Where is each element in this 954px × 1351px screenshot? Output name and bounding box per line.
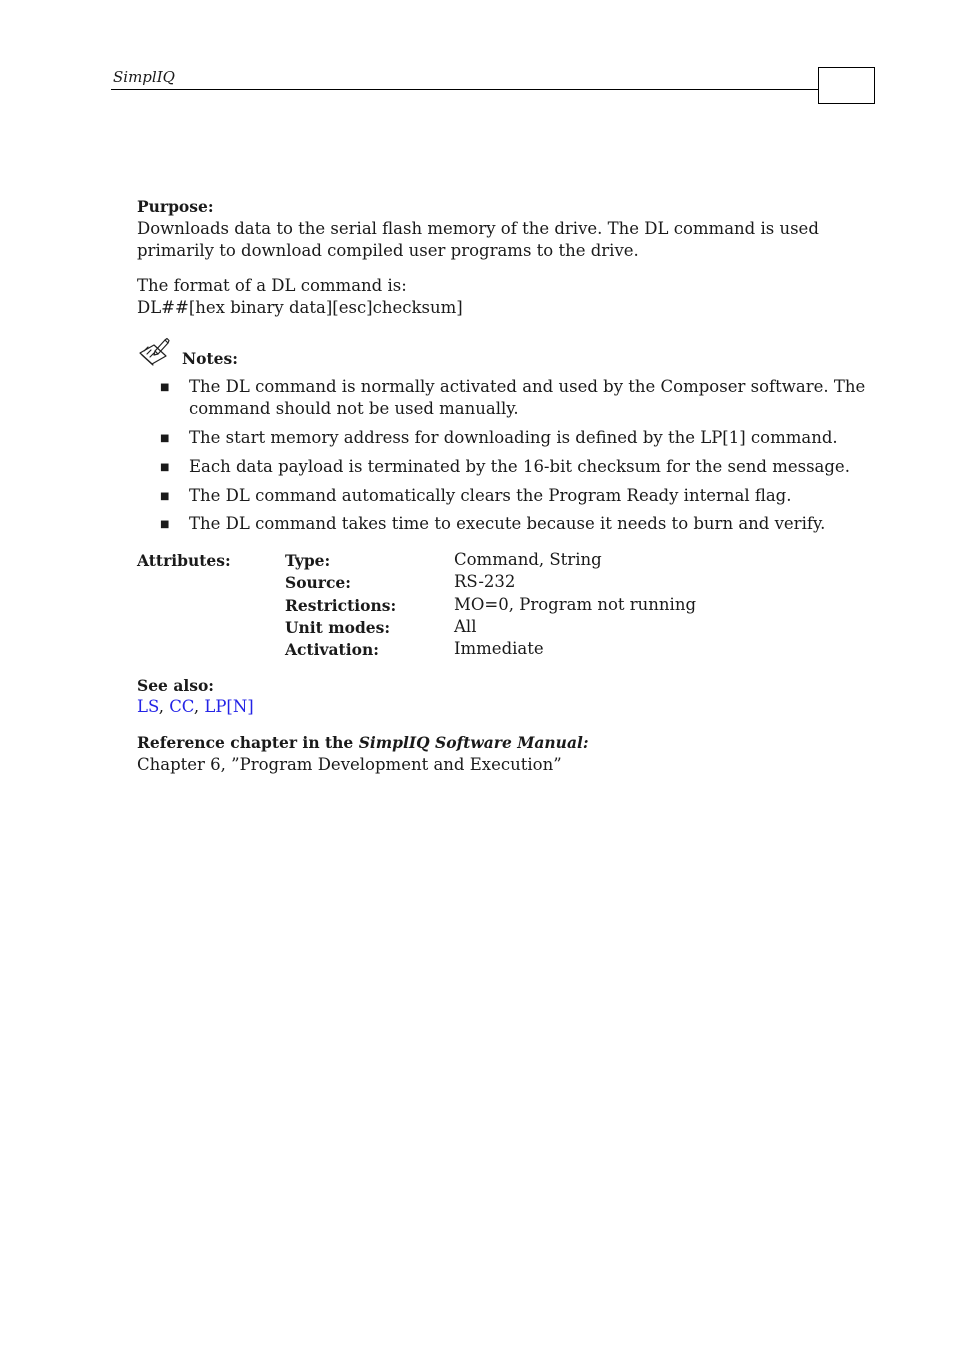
bullet-marker: ■: [160, 491, 170, 502]
purpose-text-line-1: Downloads data to the serial flash memory of the drive. The DL command is used: [137, 219, 819, 238]
attribute-value-source: RS-232: [454, 572, 516, 591]
link-separator: ,: [158, 697, 170, 716]
page-number-box: [818, 67, 875, 104]
bullet-marker: ■: [160, 462, 170, 473]
notes-label: Notes:: [182, 349, 238, 368]
attribute-value-type: Command, String: [454, 550, 602, 569]
reference-label-prefix: Reference chapter in the: [137, 733, 359, 752]
see-also-link-ls[interactable]: LS: [137, 697, 159, 716]
reference-chapter: Chapter 6, ”Program Development and Execution”: [137, 755, 562, 774]
note-item-5: The DL command takes time to execute because it needs to burn and verify.: [189, 514, 826, 533]
attribute-key-type: Type:: [285, 551, 331, 570]
attribute-key-restrictions: Restrictions:: [285, 596, 397, 615]
notepad-pencil-icon: [138, 337, 170, 367]
see-also-links: [137, 696, 254, 718]
note-item-1-line-1: The DL command is normally activated and used by the Composer software. The: [189, 377, 866, 396]
bullet-marker: ■: [160, 519, 170, 530]
attribute-value-unit-modes: All: [454, 617, 477, 636]
purpose-label: Purpose:: [137, 197, 214, 216]
note-item-3: Each data payload is terminated by the 16-bit checksum for the send message.: [189, 457, 850, 476]
attribute-key-source: Source:: [285, 573, 351, 592]
attribute-value-activation: Immediate: [454, 639, 544, 658]
format-syntax: DL##[hex binary data][esc]checksum]: [137, 298, 463, 317]
running-header-title: SimplIQ: [113, 68, 175, 86]
purpose-text-line-2: primarily to download compiled user programs to the drive.: [137, 241, 639, 260]
bullet-marker: ■: [160, 433, 170, 444]
attributes-label: Attributes:: [137, 551, 231, 570]
see-also-link-lp-n[interactable]: LP[N]: [204, 697, 254, 716]
bullet-marker: ■: [160, 382, 170, 393]
note-item-1-line-2: command should not be used manually.: [189, 399, 519, 418]
note-item-4: The DL command automatically clears the Program Ready internal flag.: [189, 486, 792, 505]
link-separator: ,: [193, 697, 205, 716]
format-intro: The format of a DL command is:: [137, 276, 407, 295]
attribute-value-restrictions: MO=0, Program not running: [454, 595, 697, 614]
note-item-2: The start memory address for downloading is defined by the LP[1] command.: [189, 428, 838, 447]
attribute-key-activation: Activation:: [285, 640, 379, 659]
see-also-label: See also:: [137, 676, 215, 695]
reference-manual-title: SimplIQ Software Manual:: [358, 733, 589, 752]
see-also-link-cc[interactable]: CC: [169, 697, 194, 716]
attribute-key-unit-modes: Unit modes:: [285, 618, 391, 637]
header-rule: [111, 89, 819, 90]
reference-label: [137, 732, 589, 754]
